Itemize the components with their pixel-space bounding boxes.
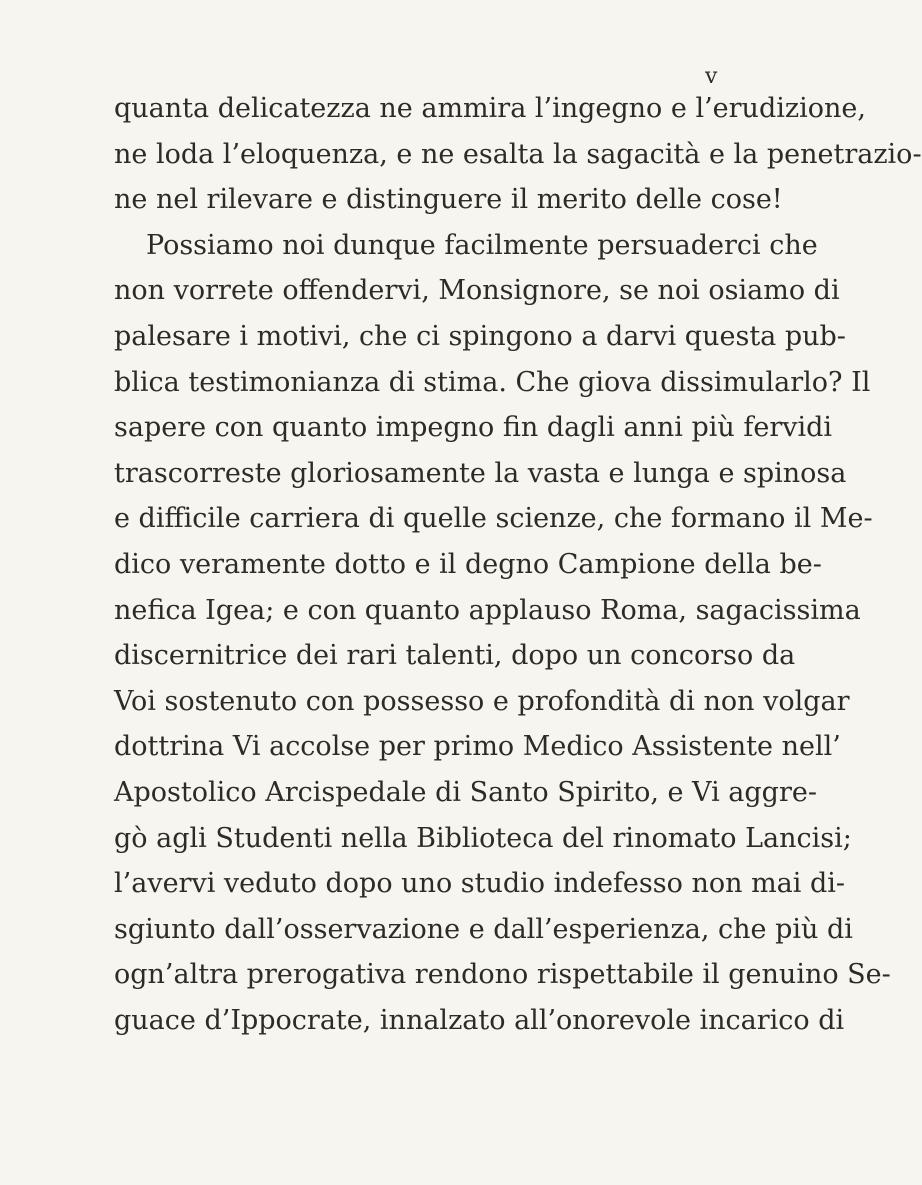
page-number: v (705, 64, 719, 89)
text-line: non vorrete offendervi, Monsignore, se noi osiamo di (114, 275, 840, 307)
text-line: Voi sostenuto con possesso e profondità di non volgar (114, 685, 850, 717)
text-line: blica testimonianza di stima. Che giova dissimularlo? Il (114, 366, 871, 398)
text-line: sgiunto dall’osservazione e dall’esperienza, che più di (114, 913, 853, 945)
text-line: dottrina Vi accolse per primo Medico Assistente nell’ (114, 731, 841, 763)
text-line: guace d’Ippocrate, innalzato all’onorevole incarico di (114, 1004, 845, 1036)
text-line: gò agli Studenti nella Biblioteca del rinomato Lancisi; (114, 822, 852, 854)
text-line: ogn’altra prerogativa rendono rispettabile il genuino Se- (114, 959, 891, 991)
text-line: Apostolico Arcispedale di Santo Spirito, e Vi aggre- (114, 776, 817, 808)
text-line: l’avervi veduto dopo uno studio indefesso non mai di- (114, 868, 846, 900)
text-line: dico veramente dotto e il degno Campione della be- (114, 548, 822, 580)
text-line: discernitrice dei rari talenti, dopo un concorso da (114, 640, 796, 672)
text-line: palesare i motivi, che ci spingono a darvi questa pub- (114, 320, 846, 352)
text-line: ne loda l’eloquenza, e ne esalta la sagacità e la penetrazio- (114, 138, 922, 170)
text-line: e difficile carriera di quelle scienze, che formano il Me- (114, 503, 873, 535)
text-line: nefica Igea; e con quanto applauso Roma, sagacissima (114, 594, 861, 626)
body-text (114, 86, 922, 1043)
text-line: quanta delicatezza ne ammira l’ingegno e l’erudizione, (114, 93, 866, 124)
text-line: trascorreste gloriosamente la vasta e lunga e spinosa (114, 457, 847, 489)
text-line: Possiamo noi dunque facilmente persuaderci che (146, 229, 818, 261)
text-line: ne nel rilevare e distinguere il merito delle cose! (114, 184, 783, 216)
text-line: sapere con quanto impegno fin dagli anni più fervidi (114, 412, 833, 444)
